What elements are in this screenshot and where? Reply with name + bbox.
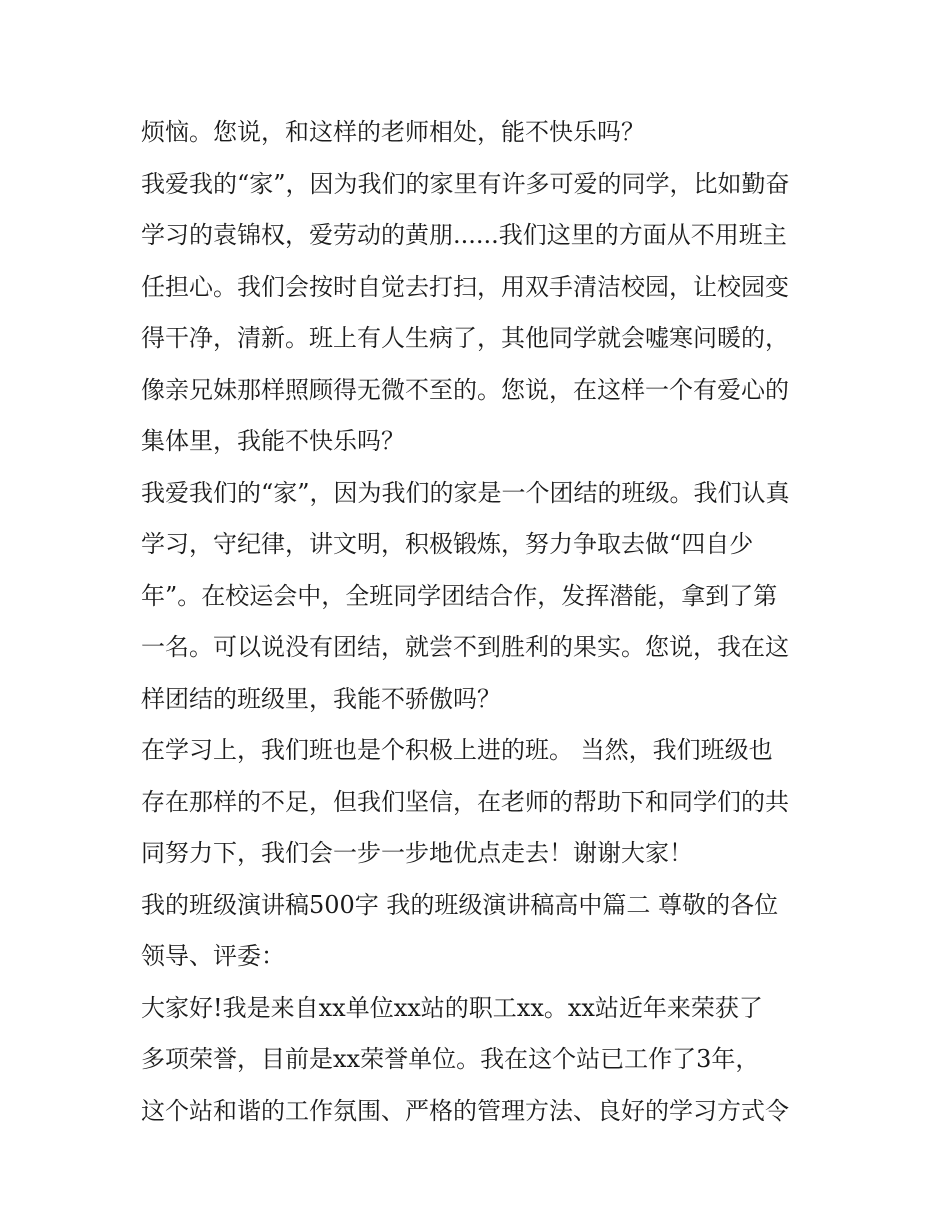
text-line: 我爱我们的“家”，因为我们的家是一个团结的班级。我们认真: [141, 478, 790, 507]
text-line: 烦恼。您说，和这样的老师相处，能不快乐吗？: [141, 118, 645, 146]
text-line: 集体里，我能不快乐吗？: [141, 427, 405, 455]
text-line: 学习，守纪律，讲文明，积极锻炼，努力争取去做“四自少: [141, 530, 754, 558]
text-line: 多项荣誉，目前是xx荣誉单位。我在这个站已工作了3年，: [141, 1045, 760, 1073]
text-line: 同努力下，我们会一步一步地优点走去！谢谢大家！: [141, 839, 693, 867]
text-line: 我爱我的“家”，因为我们的家里有许多可爱的同学，比如勤奋: [141, 169, 790, 198]
text-line: 学习的袁锦权，爱劳动的黄朋......我们这里的方面从不用班主: [141, 221, 787, 249]
text-line: 存在那样的不足，但我们坚信，在老师的帮助下和同学们的共: [141, 787, 789, 816]
text-line: 像亲兄妹那样照顾得无微不至的。您说，在这样一个有爱心的: [141, 375, 789, 404]
text-line: 在学习上，我们班也是个积极上进的班。 当然，我们班级也: [141, 736, 773, 764]
text-line: 这个站和谐的工作氛围、严格的管理方法、良好的学习方式令: [141, 1096, 789, 1125]
text-line: 我的班级演讲稿500字 我的班级演讲稿高中篇二 尊敬的各位: [141, 890, 779, 919]
text-line: 领导、评委：: [141, 942, 285, 970]
text-line: 样团结的班级里，我能不骄傲吗？: [141, 684, 501, 713]
text-line: 任担心。我们会按时自觉去打扫，用双手清洁校园，让校园变: [141, 272, 789, 301]
text-line: 得干净，清新。班上有人生病了，其他同学就会嘘寒问暖的，: [141, 324, 789, 352]
text-line: 年”。在校运会中，全班同学团结合作，发挥潜能，拿到了第: [141, 581, 778, 610]
text-line: 一名。可以说没有团结，就尝不到胜利的果实。您说，我在这: [141, 633, 789, 661]
text-line: 大家好!我是来自xx单位xx站的职工xx。xx站近年来荣获了: [141, 993, 763, 1022]
document-body: [141, 107, 821, 1137]
